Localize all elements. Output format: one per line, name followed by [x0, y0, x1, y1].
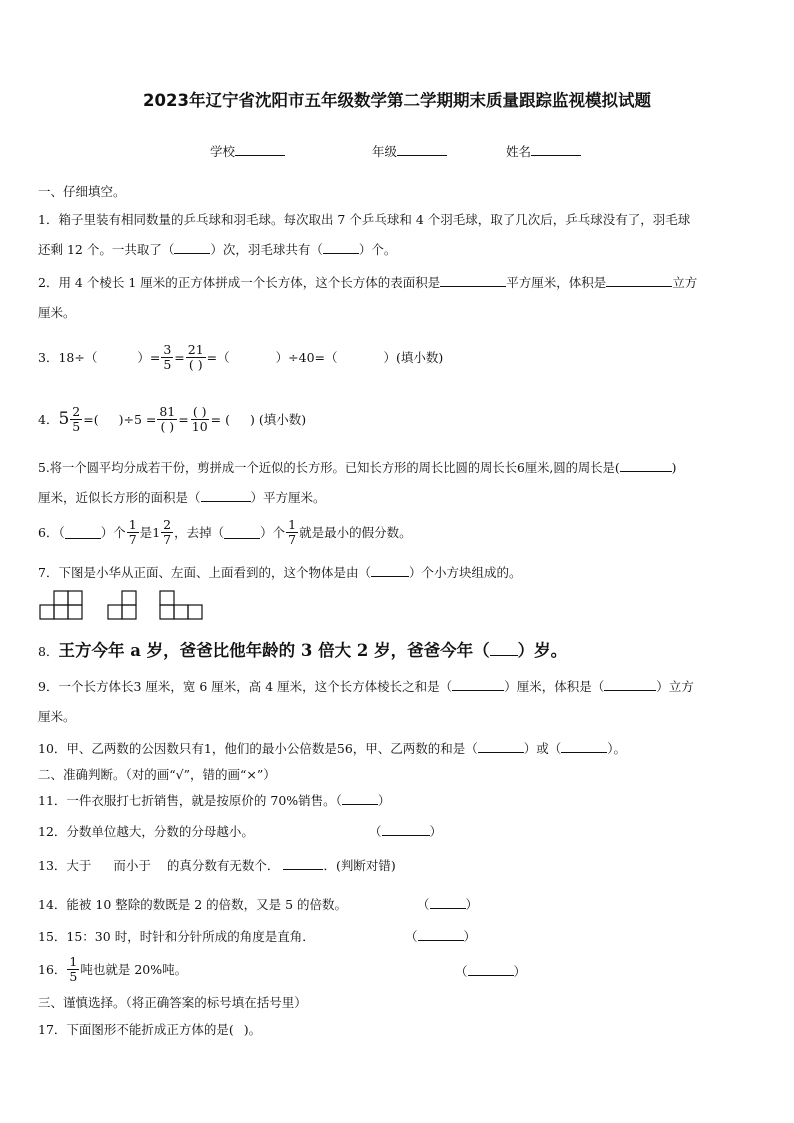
q16-paren-open: （	[455, 964, 468, 979]
q5-text-c: 厘米，近似长方形的面积是（	[38, 490, 201, 505]
q4-f3-denominator: 10	[191, 418, 208, 434]
q16-denominator: 5	[69, 968, 78, 984]
q4-f2-numerator: 81	[159, 404, 176, 420]
name-field	[506, 142, 581, 160]
q16-text-a: 吨也就是 20%吨。	[80, 962, 188, 977]
q11-line	[38, 791, 390, 809]
q3-text-e: ）(填小数)	[383, 350, 444, 365]
name-blank[interactable]	[531, 143, 581, 156]
q6-f2-denominator: 7	[163, 531, 172, 547]
q14-line	[38, 895, 347, 913]
q12-text-a: 12．分数单位越大，分数的分母越小。	[38, 824, 254, 839]
q4-f1-denominator: 5	[72, 418, 81, 434]
q12-paren-close: ）	[429, 824, 443, 839]
q3-f1-denominator: 5	[163, 356, 172, 372]
q6-line	[38, 512, 412, 552]
q16-number: 16．	[38, 962, 67, 977]
q5-text-a: 5.将一个圆平均分成若干份，剪拼成一个近似的长方形。已知长方形的周长比圆的周长长6厘米,圆的周长是(	[38, 461, 620, 475]
section-1-heading: 一、仔细填空。	[38, 184, 126, 199]
q1-text-a: 还剩 12 个。一共取了（	[38, 242, 175, 257]
q3-equals: =	[174, 349, 185, 365]
q6-blank-2[interactable]	[224, 526, 260, 539]
q9-text-b: ）厘米，体积是（	[504, 679, 605, 694]
school-label: 学校	[210, 144, 236, 159]
q16-fraction	[67, 955, 79, 982]
q13-blank[interactable]	[283, 857, 323, 870]
q3-text-a: 3．18÷（	[38, 350, 98, 365]
q3-line	[38, 335, 443, 379]
q2-text-a: 2．用 4 个棱长 1 厘米的正方体拼成一个长方体，这个长方体的表面积是	[38, 275, 441, 290]
q15-line	[38, 927, 315, 945]
q16-blank[interactable]	[468, 963, 514, 976]
q3-fraction-2	[186, 343, 206, 370]
q3-fraction-1	[161, 343, 173, 370]
q10-blank-1[interactable]	[478, 740, 524, 753]
q12-paren-open: （	[369, 824, 382, 839]
q5-text-d: ）平方厘米。	[250, 490, 326, 505]
q17-text-a: 17．下面图形不能折成正方体的是(	[38, 1022, 234, 1037]
q13-text-d: ．(判断对错)	[323, 858, 396, 873]
q4-fraction-3	[190, 405, 210, 432]
q14-paren-open: （	[417, 897, 430, 912]
q3-text-c: =（	[206, 350, 230, 365]
q3-f1-numerator: 3	[163, 342, 172, 358]
q7-text-a: 7．下图是小华从正面、左面、上面看到的，这个物体是由（	[38, 565, 371, 580]
q13-line	[38, 856, 396, 874]
q2-line2: 厘米。	[38, 305, 76, 320]
q14-text-a: 14．能被 10 整除的数既是 2 的倍数，又是 5 的倍数。	[38, 897, 348, 912]
q8-text-b: ）岁。	[517, 641, 568, 660]
q4-fraction-2	[157, 405, 177, 432]
q7-views	[38, 588, 206, 625]
q13-text-a: 13．大于	[38, 858, 92, 873]
q12-line	[38, 822, 254, 840]
q4-f3-numerator[interactable]: ( )	[192, 404, 207, 420]
name-label: 姓名	[506, 144, 532, 159]
q4-text-b: =(	[83, 411, 99, 427]
q6-fraction-2	[161, 518, 173, 545]
q17-text-b: )。	[243, 1022, 262, 1037]
q4-f2-denominator[interactable]: ( )	[160, 418, 175, 434]
q7-blank[interactable]	[371, 564, 409, 577]
q6-whole-number: 1	[152, 524, 161, 540]
q5-blank-1[interactable]	[620, 459, 672, 472]
q8-number: 8．	[38, 644, 59, 659]
q1-line1: 1．箱子里装有相同数量的乒乓球和羽毛球。每次取出 7 个乒乓球和 4 个羽毛球，取了几次后，乒乓球没有了，羽毛球	[38, 212, 691, 227]
q3-text-d: ）÷40=（	[275, 350, 338, 365]
q16-answer	[455, 962, 526, 980]
top-view-figure	[158, 588, 206, 622]
q3-f2-denominator[interactable]: ( )	[188, 356, 203, 372]
q2-line1	[38, 273, 697, 291]
grade-blank[interactable]	[397, 143, 447, 156]
q2-blank-2[interactable]	[606, 274, 672, 287]
q5-text-b: )	[671, 461, 677, 475]
q14-blank[interactable]	[430, 896, 466, 909]
q6-f3-denominator: 7	[288, 531, 297, 547]
q1-text-b: ）次，羽毛球共有（	[210, 242, 323, 257]
grade-label: 年级	[372, 144, 398, 159]
q15-text-a: 15．15：30 时，时针和分针所成的角度是直角．	[38, 929, 315, 944]
q11-text-a: 11．一件衣服打七折销售，就是按原价的 70%销售。（	[38, 793, 342, 808]
q5-blank-2[interactable]	[201, 489, 251, 502]
q6-text-b: ）个	[100, 525, 126, 540]
page-title: 2023年辽宁省沈阳市五年级数学第二学期期末质量跟踪监视模拟试题	[143, 91, 651, 110]
q15-blank[interactable]	[418, 928, 464, 941]
section-3-heading: 三、谨慎选择。（将正确答案的标号填在括号里）	[38, 995, 307, 1010]
q10-text-c: ）。	[607, 741, 627, 756]
q9-text-c: ）立方	[656, 679, 694, 694]
q2-text-c: 立方	[672, 275, 698, 290]
q4-text-e: ) (填小数)	[249, 412, 307, 427]
q16-paren-close: ）	[513, 964, 527, 979]
q13-text-c: 的真分数有无数个．	[166, 858, 280, 873]
school-field	[210, 142, 285, 160]
q6-text-c: 是	[139, 525, 153, 540]
q6-blank-1[interactable]	[65, 526, 101, 539]
section-2-heading: 二、准确判断。（对的画“√”，错的画“×”）	[38, 767, 276, 782]
q3-f2-numerator: 21	[187, 342, 204, 358]
q6-f1-denominator: 7	[128, 531, 137, 547]
q5-line1	[38, 458, 676, 476]
q10-blank-2[interactable]	[561, 740, 607, 753]
q16-line	[38, 950, 187, 988]
q6-text-d: ，去掉（	[174, 525, 225, 540]
q6-fraction-1	[127, 518, 139, 545]
q4-text-d: = (	[210, 411, 230, 427]
q2-text-b: 平方厘米，体积是	[506, 275, 607, 290]
q6-f1-numerator: 1	[128, 517, 137, 533]
q9-line1	[38, 677, 694, 695]
q4-fraction-1	[70, 405, 82, 432]
q7-line	[38, 563, 521, 581]
q13-text-b: 而小于	[113, 858, 151, 873]
q4-text-a: 4．	[38, 412, 59, 427]
q11-text-b: ）	[377, 793, 391, 808]
q16-numerator: 1	[69, 954, 78, 970]
q5-line2	[38, 488, 326, 506]
q9-text-a: 9．一个长方体长3 厘米，宽 6 厘米，高 4 厘米，这个长方体棱长之和是（	[38, 679, 453, 694]
q14-paren-close: ）	[465, 897, 479, 912]
q4-whole-number: 5	[58, 409, 70, 429]
q10-line	[38, 739, 626, 757]
q6-f2-numerator: 2	[163, 517, 172, 533]
q8-line	[38, 637, 567, 661]
left-view-figure	[106, 588, 140, 622]
q6-text-a: 6．（	[38, 525, 65, 540]
q4-text-c: )÷5 =	[118, 411, 157, 427]
q15-paren-close: ）	[463, 929, 477, 944]
front-view-figure	[38, 588, 86, 622]
q1-line2	[38, 240, 396, 258]
q3-text-b: ）=	[137, 350, 161, 365]
q9-blank-2[interactable]	[604, 678, 656, 691]
q14-answer	[417, 895, 478, 913]
q1-blank-2[interactable]	[323, 241, 359, 254]
q8-blank[interactable]	[490, 643, 518, 656]
q10-text-a: 10．甲、乙两数的公因数只有1，他们的最小公倍数是56，甲、乙两数的和是（	[38, 741, 478, 756]
q12-answer	[369, 822, 442, 840]
q6-text-f: 就是最小的假分数。	[299, 525, 412, 540]
q6-f3-numerator: 1	[288, 517, 297, 533]
q15-answer	[405, 927, 476, 945]
q4-f1-numerator: 2	[72, 404, 81, 420]
q10-text-b: ）或（	[523, 741, 562, 756]
grade-field	[372, 142, 447, 160]
q4-line	[38, 397, 306, 441]
q9-line2: 厘米。	[38, 709, 76, 724]
q1-blank-1[interactable]	[174, 241, 210, 254]
q17-line	[38, 1020, 261, 1038]
q12-blank[interactable]	[382, 823, 430, 836]
q2-blank-1[interactable]	[440, 274, 506, 287]
q6-text-e: ）个	[260, 525, 286, 540]
q7-text-b: ）个小方块组成的。	[408, 565, 522, 580]
school-blank[interactable]	[235, 143, 285, 156]
q15-paren-open: （	[405, 929, 418, 944]
q1-text-c: ）个。	[358, 242, 397, 257]
q8-text-a: 王方今年 a 岁，爸爸比他年龄的 3 倍大 2 岁，爸爸今年（	[58, 641, 490, 660]
q11-blank[interactable]	[342, 792, 378, 805]
q4-equals: =	[178, 411, 189, 427]
q6-fraction-3	[286, 518, 298, 545]
q9-blank-1[interactable]	[452, 678, 504, 691]
